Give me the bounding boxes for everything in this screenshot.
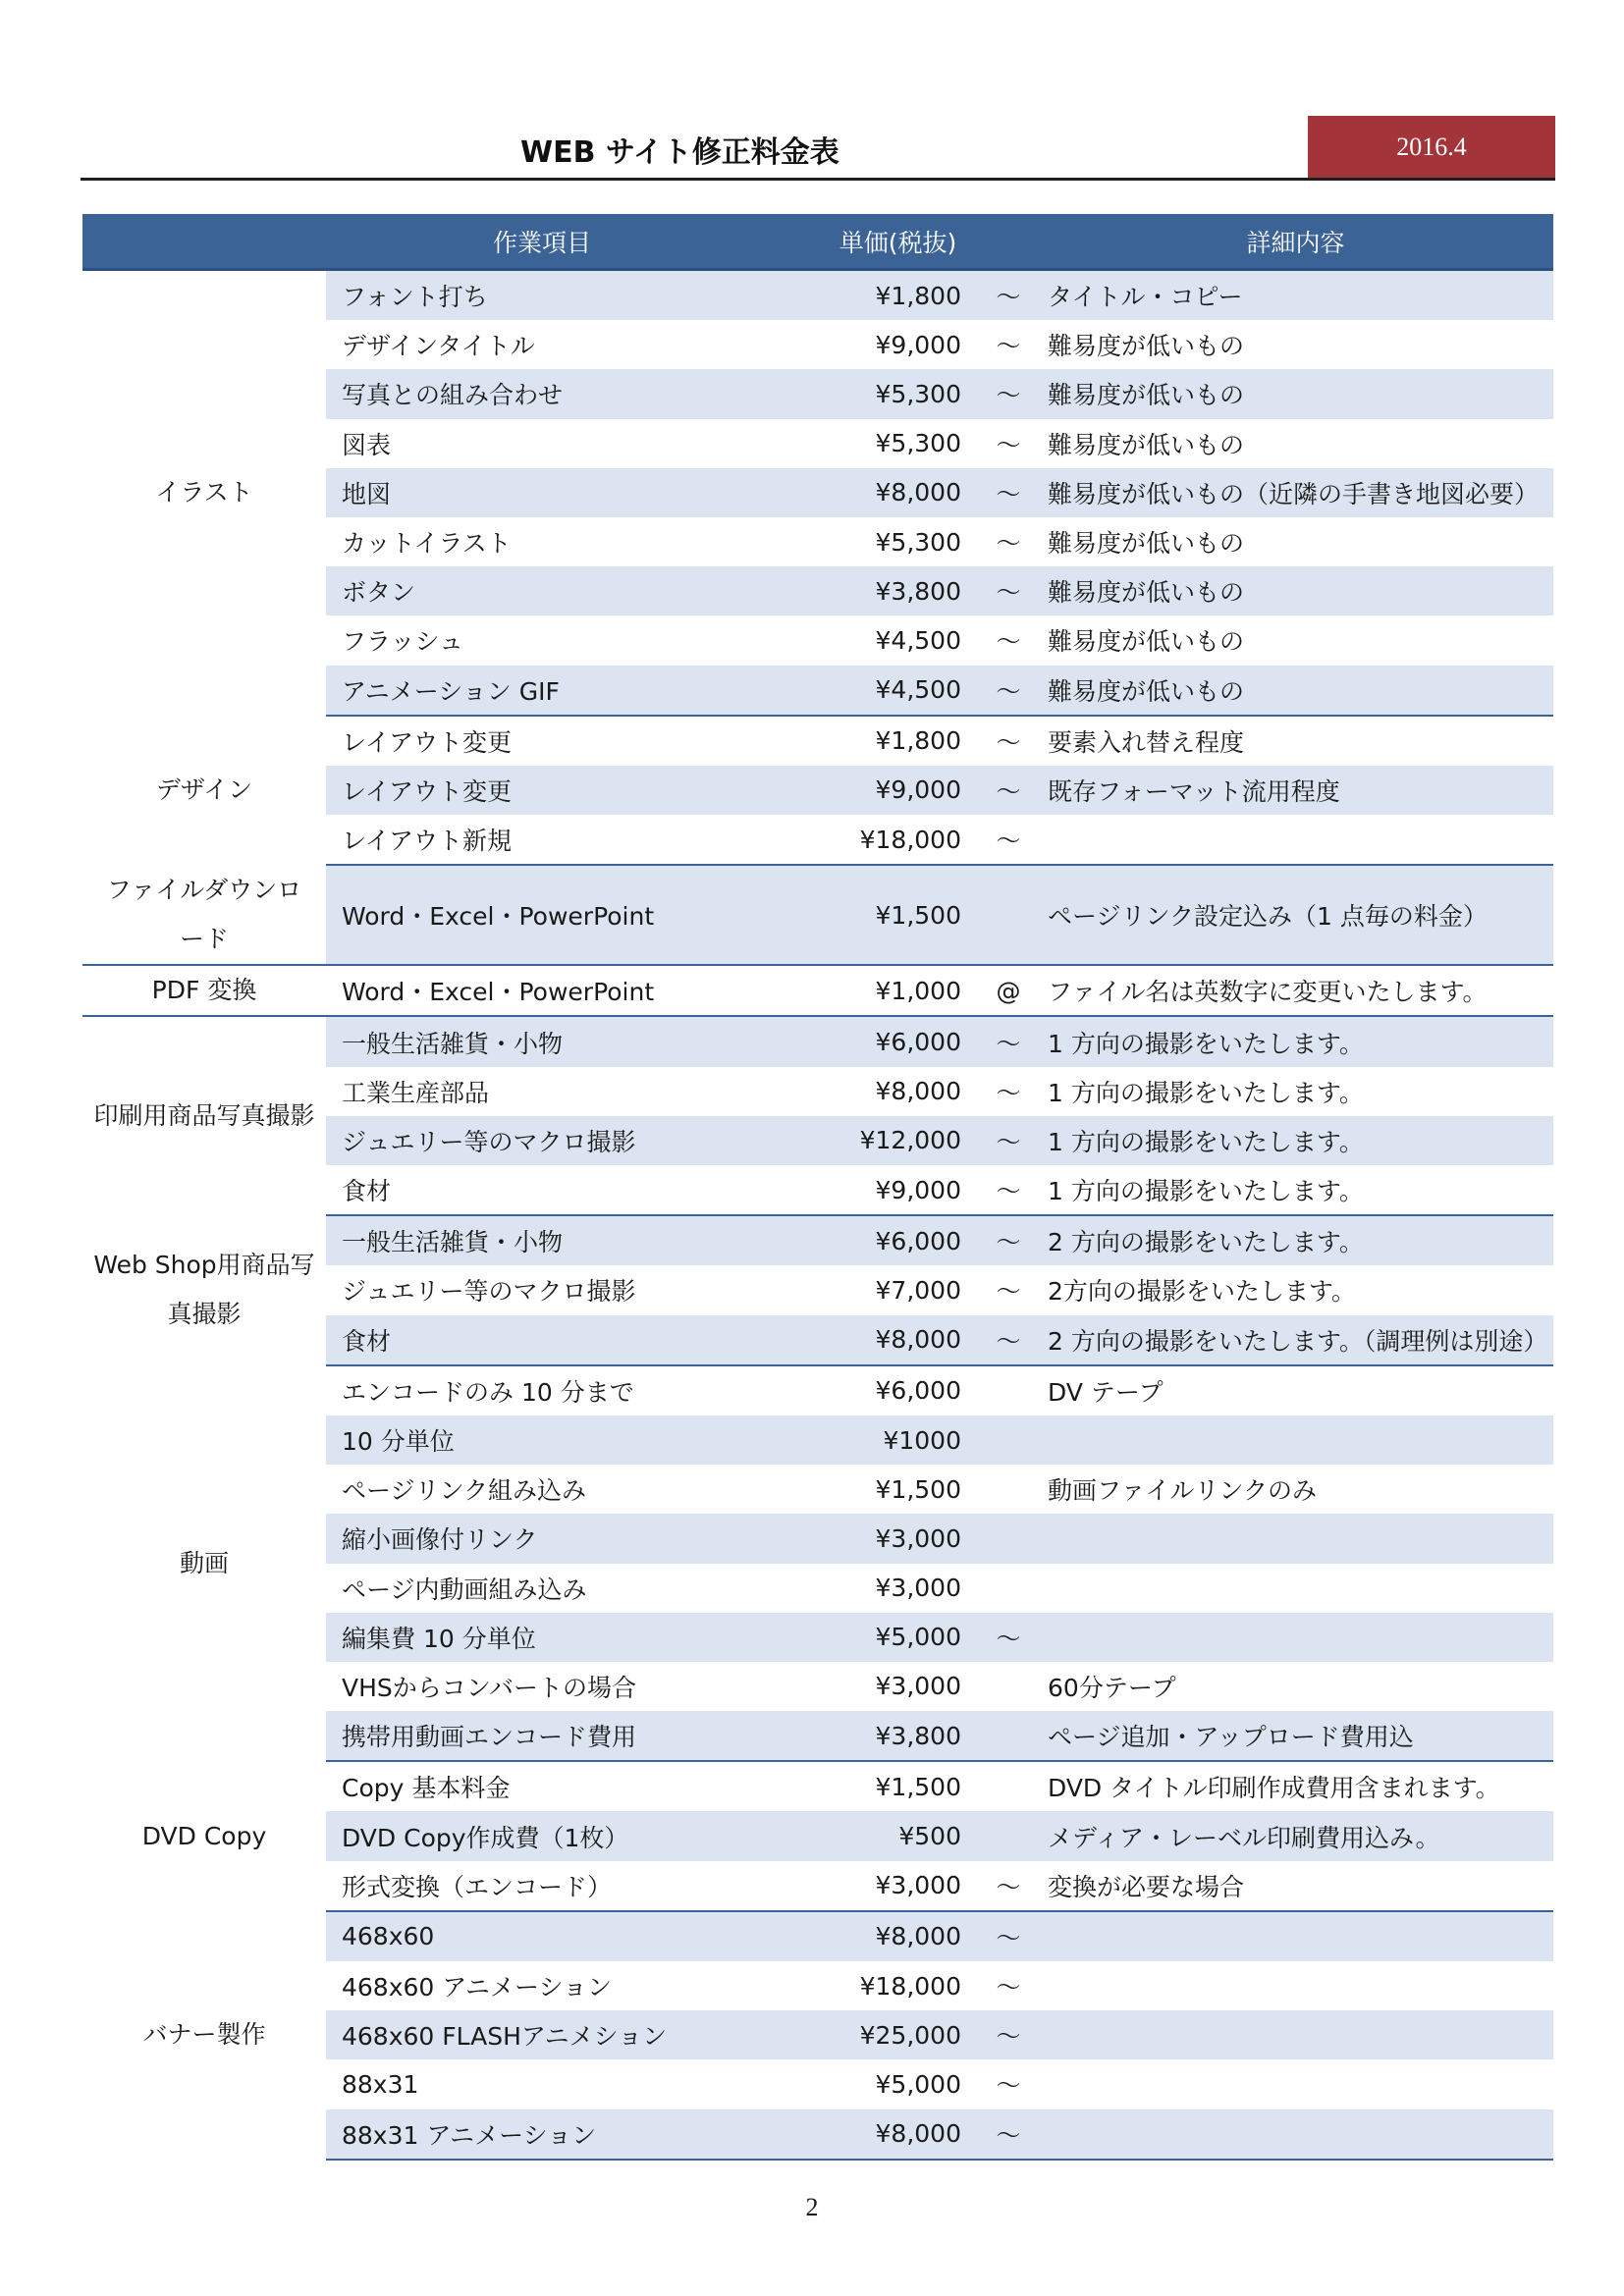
title-underline — [81, 178, 1555, 181]
table-body — [82, 270, 1553, 2160]
item-cell: ページ内動画組み込み — [342, 1575, 587, 1604]
item-cell: 468x60 アニメーション — [342, 1973, 613, 2002]
price-cell: ¥25,000 — [758, 2010, 979, 2059]
price-cell: ¥18,000 — [758, 815, 979, 865]
price-cell: ¥3,000 — [758, 1514, 979, 1563]
header-category-cell — [82, 214, 326, 270]
item-cell: カットイラスト — [342, 529, 512, 559]
range-symbol-cell — [979, 1564, 1038, 1613]
item-cell: レイアウト新規 — [326, 815, 758, 865]
range-symbol-cell — [979, 1811, 1038, 1860]
item-cell: ページリンク組み込み — [342, 1476, 587, 1506]
header-price: 単価(税抜) — [758, 214, 1038, 270]
range-symbol-cell: ～ — [979, 468, 1038, 517]
price-cell: ¥3,800 — [758, 566, 979, 615]
range-symbol-cell — [979, 1711, 1038, 1761]
detail-cell — [1038, 2059, 1553, 2109]
table-row — [82, 716, 1553, 766]
detail-cell — [1038, 2109, 1553, 2160]
price-cell: ¥5,300 — [875, 429, 961, 458]
category-cell: ファイルダウンロード — [82, 865, 326, 965]
detail-cell: 難易度が低いもの — [1038, 566, 1553, 615]
price-cell: ¥3,000 — [875, 1672, 961, 1701]
detail-cell: 難易度が低いもの — [1038, 666, 1553, 716]
range-symbol-cell — [979, 865, 1038, 965]
range-symbol-cell: ～ — [979, 1165, 1038, 1215]
detail-cell: 変換が必要な場合 — [1038, 1861, 1553, 1911]
range-symbol-cell: ～ — [996, 727, 1021, 757]
detail-cell: 難易度が低いもの — [1048, 430, 1245, 459]
header-item: 作業項目 — [326, 214, 758, 270]
item-cell: ジュエリー等のマクロ撮影 — [342, 1277, 636, 1307]
detail-cell: 2 方向の撮影をいたします。（調理例は別途） — [1038, 1315, 1553, 1365]
detail-cell — [1038, 1613, 1553, 1662]
table-row — [82, 1365, 1553, 1415]
range-symbol-cell: ～ — [996, 2071, 1021, 2101]
range-symbol-cell: ～ — [996, 1973, 1021, 2002]
price-cell: ¥3,000 — [875, 1574, 961, 1603]
range-symbol-cell: @ — [979, 965, 1038, 1016]
table-row — [82, 1911, 1553, 1961]
price-cell: ¥9,000 — [758, 1165, 979, 1215]
item-cell: 468x60 FLASHアニメション — [326, 2010, 758, 2059]
item-cell: 一般生活雑貨・小物 — [326, 1215, 758, 1265]
detail-cell: ページ追加・アップロード費用込 — [1038, 1711, 1553, 1761]
price-cell: ¥5,300 — [875, 527, 961, 557]
price-cell: ¥3,800 — [758, 1711, 979, 1761]
item-cell: Copy 基本料金 — [342, 1774, 511, 1803]
item-cell: 88x31 アニメーション — [326, 2109, 758, 2160]
item-cell: 地図 — [326, 468, 758, 517]
item-cell: Word・Excel・PowerPoint — [326, 865, 758, 965]
header-detail: 詳細内容 — [1038, 214, 1553, 270]
table-row — [82, 965, 1553, 1016]
item-cell: デザインタイトル — [342, 332, 535, 361]
range-symbol-cell: ～ — [996, 1078, 1021, 1107]
category-cell: バナー製作 — [82, 1911, 326, 2160]
table-row — [82, 1016, 1553, 1066]
item-cell: 縮小画像付リンク — [326, 1514, 758, 1563]
range-symbol-cell: ～ — [979, 666, 1038, 716]
date-badge — [1308, 116, 1555, 179]
detail-cell: 2 方向の撮影をいたします。 — [1038, 1215, 1553, 1265]
detail-cell: 既存フォーマット流用程度 — [1038, 766, 1553, 815]
price-cell: ¥1,000 — [758, 965, 979, 1016]
price-cell: ¥8,000 — [758, 1911, 979, 1961]
item-cell: 図表 — [342, 430, 392, 459]
price-cell: ¥9,000 — [875, 330, 961, 359]
price-cell: ¥5,000 — [758, 1613, 979, 1662]
item-cell: Word・Excel・PowerPoint — [326, 965, 758, 1016]
table-row — [82, 270, 1553, 321]
detail-cell — [1038, 1961, 1553, 2010]
price-cell: ¥4,500 — [875, 625, 961, 655]
price-cell: ¥6,000 — [875, 1376, 961, 1406]
price-cell: ¥1,500 — [758, 865, 979, 965]
price-cell: ¥8,000 — [758, 1315, 979, 1365]
price-cell: ¥12,000 — [758, 1116, 979, 1165]
item-cell: ジュエリー等のマクロ撮影 — [326, 1116, 758, 1165]
detail-cell: 1 方向の撮影をいたします。 — [1038, 1016, 1553, 1066]
category-cell: デザイン — [82, 716, 326, 866]
range-symbol-cell: ～ — [979, 369, 1038, 418]
detail-cell — [1038, 2010, 1553, 2059]
range-symbol-cell — [979, 1514, 1038, 1563]
range-symbol-cell: ～ — [979, 815, 1038, 865]
price-cell: ¥6,000 — [758, 1016, 979, 1066]
detail-cell — [1038, 1415, 1553, 1465]
price-cell: ¥8,000 — [758, 2109, 979, 2160]
detail-cell — [1038, 815, 1553, 865]
range-symbol-cell — [979, 1761, 1038, 1811]
item-cell: 形式変換（エンコード） — [326, 1861, 758, 1911]
item-cell: 編集費 10 分単位 — [326, 1613, 758, 1662]
price-cell: ¥8,000 — [875, 1077, 961, 1106]
price-cell: ¥7,000 — [875, 1275, 961, 1305]
detail-cell: 要素入れ替え程度 — [1048, 727, 1245, 757]
detail-cell — [1038, 1911, 1553, 1961]
item-cell: VHSからコンバートの場合 — [342, 1673, 637, 1702]
price-cell: ¥1,800 — [758, 270, 979, 321]
table-row — [82, 1761, 1553, 1811]
range-symbol-cell — [979, 1365, 1038, 1415]
category-cell: 動画 — [82, 1365, 326, 1762]
item-cell: 写真との組み合わせ — [326, 369, 758, 418]
price-cell: ¥3,000 — [758, 1861, 979, 1911]
price-cell: ¥5,000 — [875, 2069, 961, 2099]
range-symbol-cell: ～ — [979, 270, 1038, 321]
item-cell: アニメーション GIF — [326, 666, 758, 716]
range-symbol-cell: ～ — [996, 627, 1021, 657]
category-cell: 印刷用商品写真撮影 — [82, 1016, 326, 1215]
price-cell: ¥5,300 — [758, 369, 979, 418]
detail-cell: タイトル・コピー — [1038, 270, 1553, 321]
range-symbol-cell: ～ — [979, 1911, 1038, 1961]
range-symbol-cell: ～ — [979, 2010, 1038, 2059]
item-cell: DVD Copy作成費（1枚） — [326, 1811, 758, 1860]
detail-cell: メディア・レーベル印刷費用込み。 — [1038, 1811, 1553, 1860]
range-symbol-cell: ～ — [979, 766, 1038, 815]
table-row — [82, 865, 1553, 965]
range-symbol-cell: ～ — [996, 332, 1021, 361]
price-cell: ¥1000 — [758, 1415, 979, 1465]
detail-cell: 難易度が低いもの — [1048, 627, 1245, 657]
price-cell: ¥18,000 — [859, 1971, 961, 2001]
price-cell: ¥500 — [758, 1811, 979, 1860]
detail-cell: ページリンク設定込み（1 点毎の料金） — [1038, 865, 1553, 965]
range-symbol-cell: ～ — [979, 1861, 1038, 1911]
detail-cell: 1 方向の撮影をいたします。 — [1038, 1165, 1553, 1215]
detail-cell: 動画ファイルリンクのみ — [1048, 1476, 1318, 1506]
range-symbol-cell: ～ — [979, 1215, 1038, 1265]
item-cell: ボタン — [326, 566, 758, 615]
detail-cell — [1038, 1564, 1553, 1613]
detail-cell: 難易度が低いもの（近隣の手書き地図必要） — [1038, 468, 1553, 517]
detail-cell: 1 方向の撮影をいたします。 — [1038, 1116, 1553, 1165]
detail-cell: 1 方向の撮影をいたします。 — [1048, 1078, 1364, 1107]
range-symbol-cell — [979, 1662, 1038, 1711]
item-cell: 10 分単位 — [326, 1415, 758, 1465]
range-symbol-cell: ～ — [996, 529, 1021, 559]
table-row — [82, 1215, 1553, 1265]
item-cell: フォント打ち — [326, 270, 758, 321]
range-symbol-cell: ～ — [979, 1016, 1038, 1066]
item-cell: フラッシュ — [342, 627, 464, 657]
page-title: WEB サイト修正料金表 — [520, 135, 839, 170]
detail-cell: 60分テープ — [1048, 1673, 1176, 1702]
item-cell: 88x31 — [342, 2069, 419, 2099]
price-cell: ¥1,500 — [875, 1772, 961, 1801]
range-symbol-cell: ～ — [996, 1277, 1021, 1307]
item-cell: 468x60 — [326, 1911, 758, 1961]
price-cell: ¥4,500 — [758, 666, 979, 716]
detail-cell: DVD タイトル印刷作成費用含まれます。 — [1048, 1774, 1500, 1803]
range-symbol-cell: ～ — [979, 1116, 1038, 1165]
category-cell: PDF 変換 — [82, 965, 326, 1016]
detail-cell: 難易度が低いもの — [1048, 332, 1245, 361]
category-cell: Web Shop用商品写真撮影 — [82, 1215, 326, 1365]
page-number: 2 — [805, 2193, 819, 2221]
date-text: 2016.4 — [1396, 133, 1467, 161]
item-cell: 食材 — [326, 1315, 758, 1365]
item-cell: 食材 — [326, 1165, 758, 1215]
detail-cell: DV テープ — [1048, 1377, 1164, 1407]
price-cell: ¥9,000 — [758, 766, 979, 815]
price-cell: ¥8,000 — [758, 468, 979, 517]
detail-cell: ファイル名は英数字に変更いたします。 — [1038, 965, 1553, 1016]
item-cell: 一般生活雑貨・小物 — [326, 1016, 758, 1066]
item-cell: エンコードのみ 10 分まで — [342, 1377, 634, 1407]
detail-cell: 2方向の撮影をいたします。 — [1048, 1277, 1356, 1307]
range-symbol-cell: ～ — [979, 2109, 1038, 2160]
range-symbol-cell — [979, 1465, 1038, 1514]
item-cell: 工業生産部品 — [342, 1078, 490, 1107]
detail-cell: 難易度が低いもの — [1048, 529, 1245, 559]
item-cell: 携帯用動画エンコード費用 — [326, 1711, 758, 1761]
range-symbol-cell — [979, 1415, 1038, 1465]
table-header — [82, 214, 1553, 270]
item-cell: レイアウト変更 — [326, 766, 758, 815]
price-cell: ¥6,000 — [758, 1215, 979, 1265]
price-cell: ¥1,500 — [875, 1474, 961, 1504]
price-table — [82, 214, 1553, 2161]
category-cell: DVD Copy — [82, 1761, 326, 1911]
range-symbol-cell: ～ — [979, 1315, 1038, 1365]
range-symbol-cell: ～ — [979, 1613, 1038, 1662]
detail-cell — [1038, 1514, 1553, 1563]
item-cell: レイアウト変更 — [342, 727, 513, 757]
range-symbol-cell: ～ — [979, 566, 1038, 615]
range-symbol-cell: ～ — [996, 430, 1021, 459]
detail-cell: 難易度が低いもの — [1038, 369, 1553, 418]
category-cell: イラスト — [82, 270, 326, 716]
price-cell: ¥1,800 — [875, 726, 961, 756]
